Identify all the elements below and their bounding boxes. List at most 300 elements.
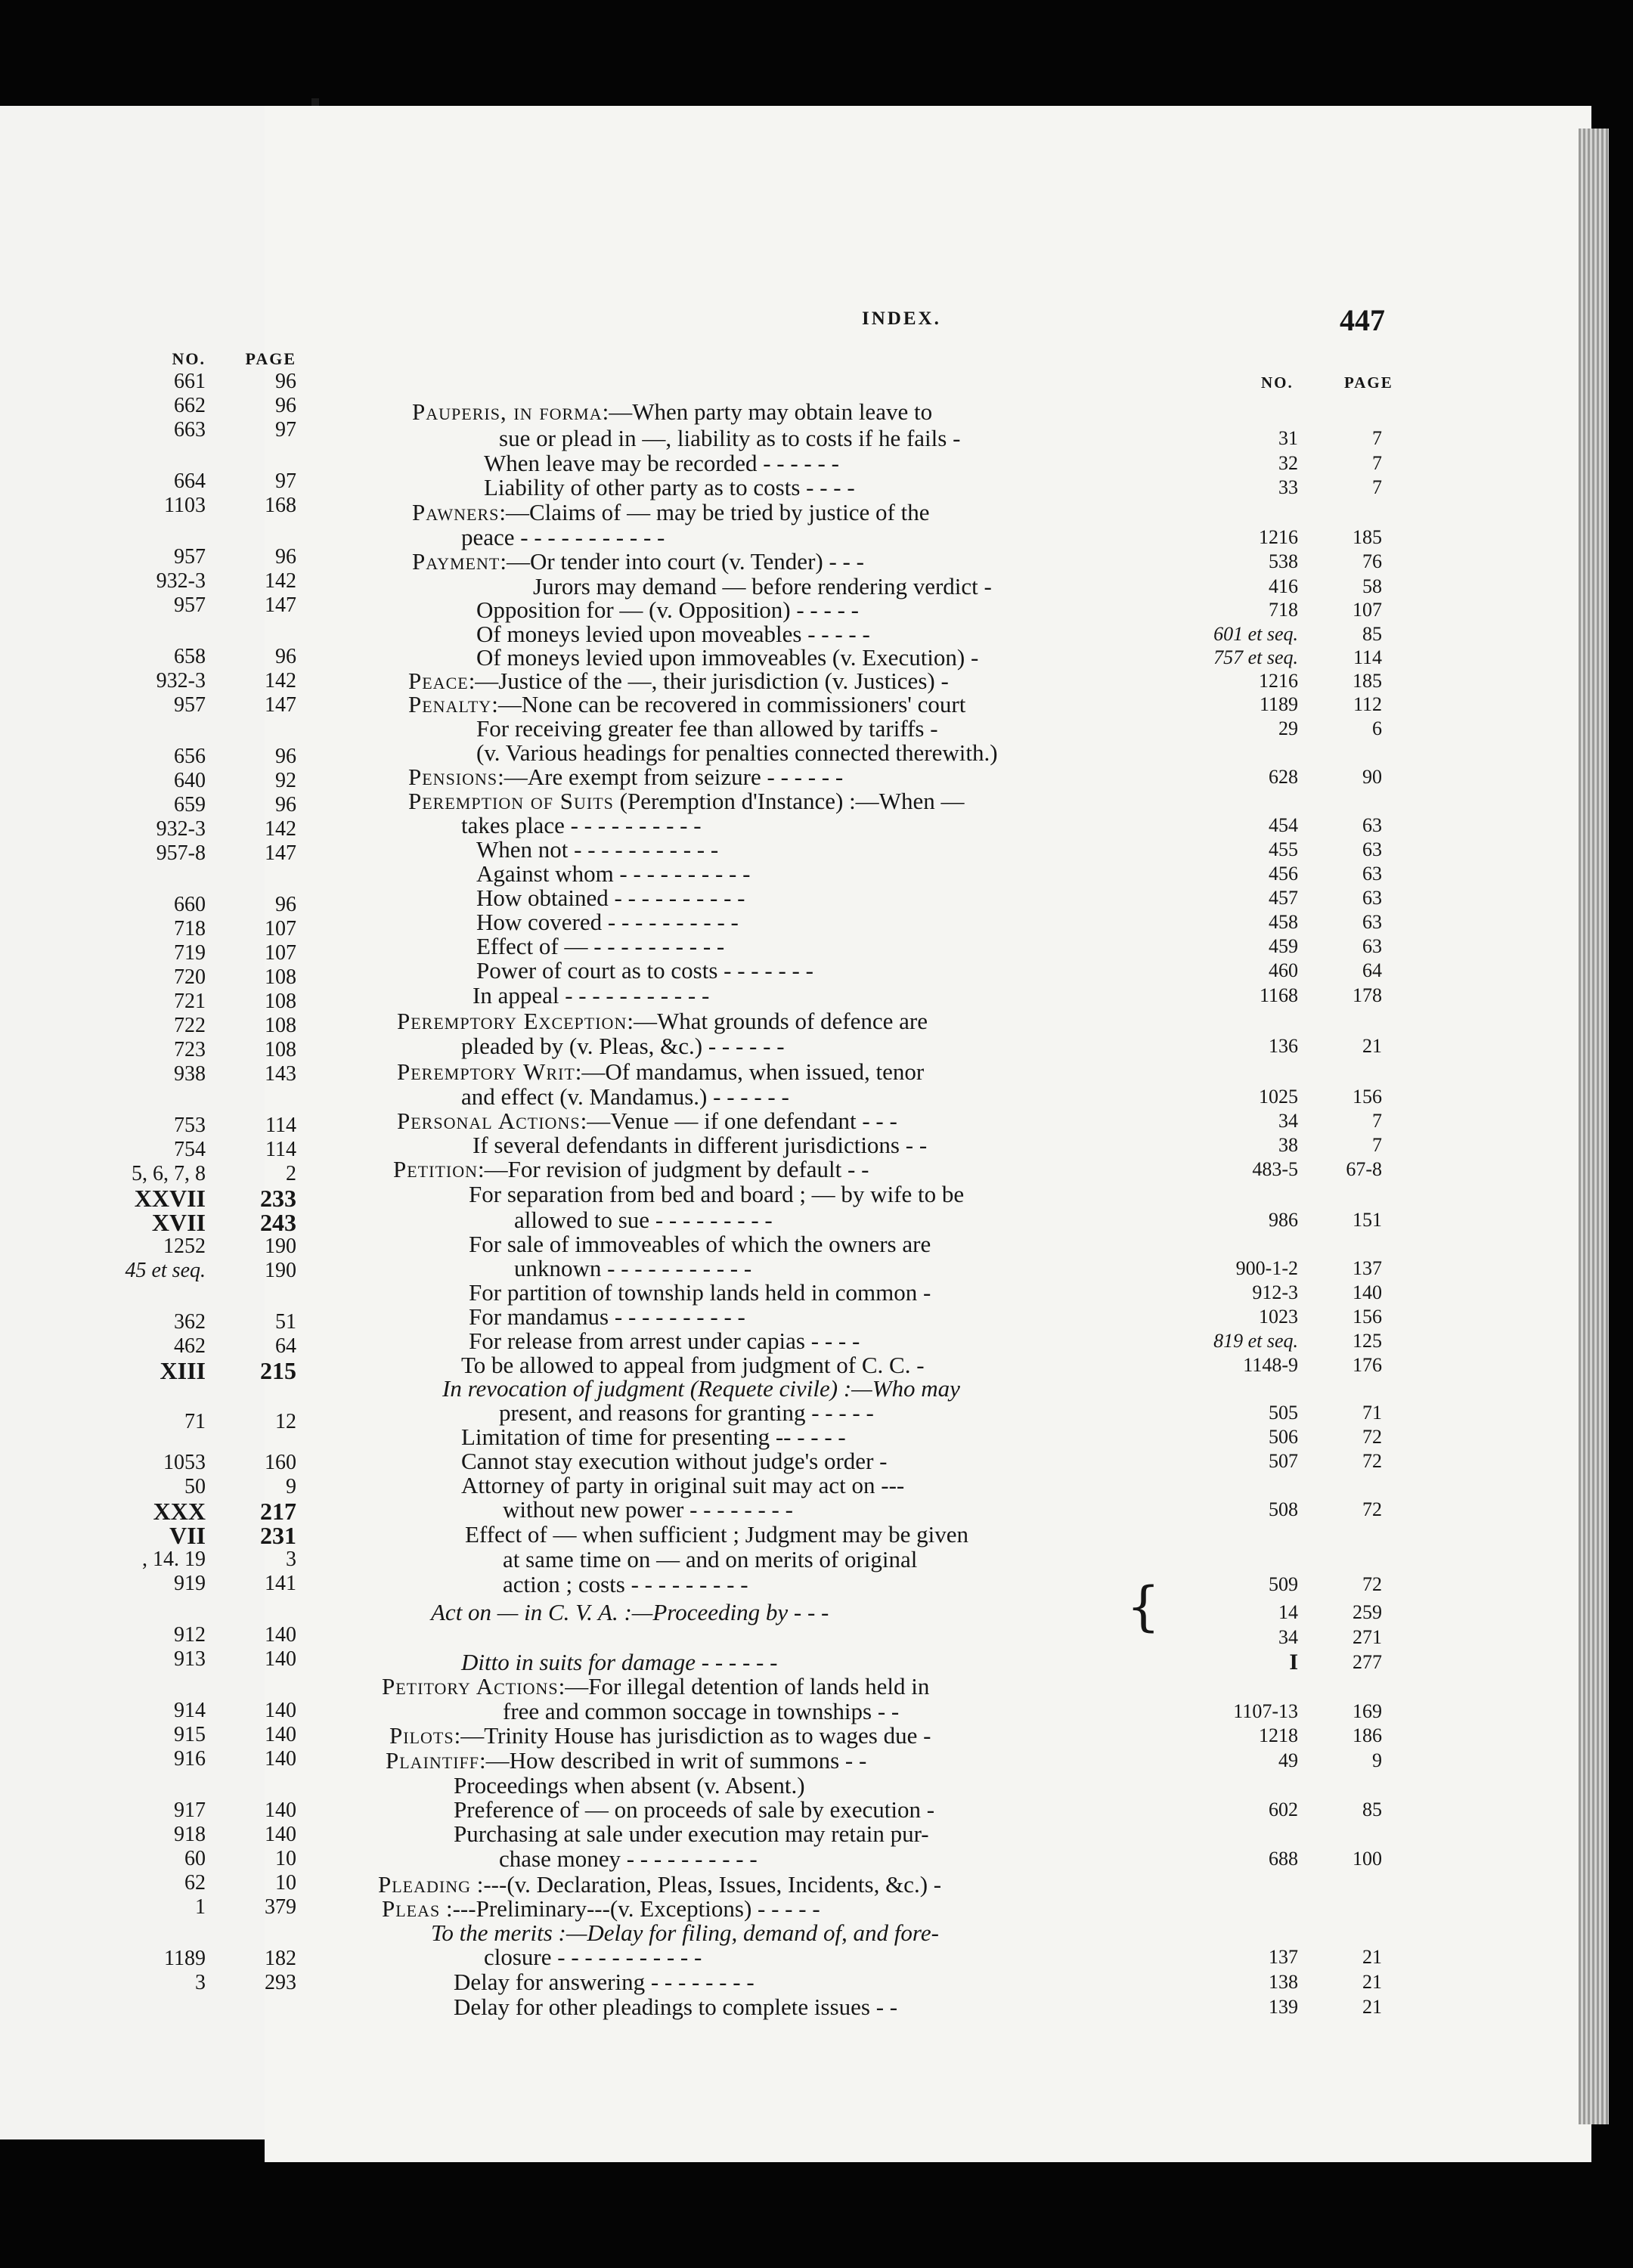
entry-page: 140	[1353, 1281, 1382, 1303]
index-entry	[0, 549, 1633, 575]
entry-text	[454, 1969, 755, 1995]
entry-page: 125	[1353, 1330, 1382, 1352]
entry-body: Attorney of party in original suit may act on ---	[461, 1472, 905, 1498]
index-entry	[0, 1108, 1633, 1134]
left-row-page: 140	[265, 1799, 296, 1822]
entry-body: (Peremption d'Instance) :—When —	[613, 788, 965, 814]
left-row-page: 2	[286, 1162, 296, 1185]
entry-text	[461, 525, 665, 550]
index-entry	[0, 1400, 1633, 1426]
entry-body: For separation from bed and board ; — by wife to be	[469, 1181, 965, 1207]
entry-body: action ; costs - - - - - - - - -	[503, 1571, 748, 1597]
entry-page: 186	[1353, 1724, 1382, 1746]
entry-page: 90	[1362, 766, 1382, 788]
entry-body: takes place - - - - - - - - - -	[461, 812, 702, 838]
index-entry	[0, 426, 1633, 451]
entry-body: chase money - - - - - - - - - -	[499, 1845, 758, 1872]
left-row-number: 718	[174, 917, 206, 940]
left-row-page: 51	[275, 1310, 296, 1334]
entry-heading: Peremption of Suits	[408, 788, 614, 814]
left-row-page: 143	[265, 1062, 296, 1086]
left-row-number: 917	[174, 1799, 206, 1822]
entry-number: 538	[1269, 550, 1298, 572]
entry-number: 29	[1278, 717, 1298, 739]
entry-page: 7	[1372, 1110, 1382, 1132]
entry-body: and effect (v. Mandamus.) - - - - - -	[461, 1083, 789, 1110]
left-row-number: 662	[174, 394, 206, 417]
left-row-page: 147	[265, 593, 296, 617]
entry-text	[503, 1547, 917, 1572]
left-column-header	[0, 348, 311, 370]
entry-page: 63	[1362, 935, 1382, 957]
left-row-page: 107	[265, 941, 296, 965]
entry-text	[382, 1674, 929, 1699]
entry-text	[476, 597, 859, 623]
index-entry	[0, 597, 1633, 623]
left-row-number: 916	[174, 1747, 206, 1771]
entry-body: Delay for other pleadings to complete issues - -	[454, 1994, 898, 2020]
entry-body: When not - - - - - - - - - - -	[476, 836, 719, 863]
index-entry	[0, 1994, 1633, 2020]
entry-text	[454, 1994, 897, 2020]
entry-page: 7	[1372, 476, 1382, 498]
left-row-page: 140	[265, 1699, 296, 1722]
index-entry	[0, 1748, 1633, 1774]
index-entry	[0, 1821, 1633, 1847]
entry-text	[461, 1084, 789, 1110]
index-entry	[0, 1033, 1633, 1059]
entry-body: For receiving greater fee than allowed by tariffs -	[476, 715, 938, 742]
entry-body: without new power - - - - - - - -	[503, 1496, 793, 1523]
left-row-number: 462	[174, 1334, 206, 1358]
left-row-number: 71	[184, 1410, 206, 1433]
index-entry	[0, 1132, 1633, 1158]
page-number: 447	[1340, 303, 1385, 337]
entry-page: 114	[1353, 646, 1382, 668]
running-title: INDEX.	[862, 308, 941, 329]
entry-body: sue or plead in —, liability as to costs if he fails -	[499, 425, 961, 451]
index-entry	[0, 1969, 1633, 1995]
column-header-page: PAGE	[1344, 373, 1393, 392]
entry-page: 21	[1362, 1971, 1382, 1993]
entry-number: 33	[1278, 476, 1298, 498]
left-row-page: 96	[275, 793, 296, 816]
index-entry	[0, 475, 1633, 500]
index-entry	[0, 645, 1633, 671]
index-entry	[0, 1699, 1633, 1724]
entry-body: Liability of other party as to costs - - - -	[484, 474, 855, 500]
entry-text	[499, 1400, 874, 1426]
index-entry	[0, 1497, 1633, 1523]
left-row-page: 140	[265, 1647, 296, 1671]
entry-body: :—When party may obtain leave to	[602, 398, 933, 425]
entry-text	[476, 934, 724, 959]
entry-page: 63	[1362, 863, 1382, 885]
entry-body: free and common soccage in townships - -	[503, 1698, 900, 1724]
entry-page: 85	[1362, 1799, 1382, 1820]
entry-page: 107	[1353, 599, 1382, 621]
index-entry	[0, 1896, 1633, 1922]
index-entry	[0, 861, 1633, 887]
index-entry	[0, 1059, 1633, 1085]
index-entry	[0, 500, 1633, 525]
index-entry	[0, 1256, 1633, 1281]
entry-body: :—None can be recovered in commissioners' court	[491, 691, 966, 717]
index-entry	[0, 740, 1633, 766]
left-row-page: 96	[275, 893, 296, 916]
left-row-number: 661	[174, 370, 206, 393]
entry-text	[461, 1352, 925, 1378]
left-no-header: NO.	[172, 349, 206, 368]
entry-body: Jurors may demand — before rendering verdict -	[533, 573, 992, 600]
entry-page: 259	[1353, 1601, 1382, 1623]
entry-number: 459	[1269, 935, 1298, 957]
index-entry	[0, 1797, 1633, 1823]
left-row-number: , 14. 19	[142, 1548, 206, 1571]
entry-text	[533, 574, 992, 600]
entry-heading: Plaintiff	[386, 1747, 480, 1774]
entry-body: :—How described in writ of summons - -	[479, 1747, 867, 1774]
entry-page: 72	[1362, 1573, 1382, 1595]
left-index-row	[0, 370, 311, 393]
entry-number: 31	[1278, 427, 1298, 449]
entry-body: :—Claims of — may be tried by justice of the	[499, 499, 930, 525]
left-row-page: 114	[265, 1114, 296, 1137]
index-entry	[0, 668, 1633, 694]
entry-number: 38	[1278, 1134, 1298, 1156]
entry-body: :—Or tender into court (v. Tender) - - -	[500, 548, 864, 575]
left-row-number: 1053	[163, 1451, 206, 1474]
left-row-number: 1252	[163, 1235, 206, 1258]
index-entry	[0, 1448, 1633, 1474]
entry-body: Limitation of time for presenting -- - - - -	[461, 1424, 846, 1450]
left-row-number: 719	[174, 941, 206, 965]
index-entry	[0, 1376, 1633, 1402]
entry-heading: Personal Actions	[397, 1108, 581, 1134]
entry-page: 76	[1362, 550, 1382, 572]
index-entry	[0, 813, 1633, 838]
left-row-page: 190	[265, 1235, 296, 1258]
entry-text	[469, 1232, 931, 1257]
left-row-number: 3	[195, 1971, 206, 1994]
left-row-number: 60	[184, 1847, 206, 1870]
entry-text	[382, 1896, 820, 1922]
entry-text	[476, 716, 938, 742]
entry-text	[454, 1797, 934, 1823]
entry-body: How obtained - - - - - - - - - -	[476, 885, 745, 911]
index-entry	[0, 1647, 1633, 1675]
left-row-page: 96	[275, 370, 296, 393]
entry-body: Act on — in C. V. A. :—Proceeding by - - -	[431, 1599, 829, 1625]
entry-body: Preference of — on proceeds of sale by execution -	[454, 1796, 935, 1823]
entry-page: 156	[1353, 1086, 1382, 1108]
entry-text	[476, 740, 998, 766]
index-entry	[0, 1723, 1633, 1749]
entry-text	[461, 1650, 777, 1675]
entry-text	[461, 1424, 846, 1450]
left-row-page: 108	[265, 965, 296, 989]
index-entry	[0, 1846, 1633, 1872]
entry-page: 58	[1362, 575, 1382, 597]
entry-number: 483-5	[1252, 1158, 1298, 1180]
index-entry	[0, 1473, 1633, 1498]
entry-text	[454, 1821, 929, 1847]
left-row-number: 1	[195, 1895, 206, 1919]
entry-body: Proceedings when absent (v. Absent.)	[454, 1772, 805, 1799]
left-page-header: PAGE	[245, 349, 296, 368]
entry-text	[431, 1920, 939, 1946]
left-row-number: 5, 6, 7, 8	[132, 1162, 206, 1185]
entry-number: 32	[1278, 452, 1298, 474]
entry-text	[408, 764, 843, 790]
entry-body: Opposition for — (v. Opposition) - - - - -	[476, 596, 859, 623]
entry-number: 1025	[1259, 1086, 1298, 1108]
left-row-number: 919	[174, 1572, 206, 1595]
entry-text	[461, 1473, 904, 1498]
entry-page: 72	[1362, 1426, 1382, 1448]
entry-page: 64	[1362, 959, 1382, 981]
entry-page: 7	[1372, 452, 1382, 474]
index-entry	[0, 692, 1633, 717]
left-row-page: 142	[265, 817, 296, 841]
entry-number: 137	[1269, 1946, 1298, 1968]
entry-number: 602	[1269, 1799, 1298, 1820]
entry-page: 63	[1362, 887, 1382, 909]
entry-body: Purchasing at sale under execution may retain pur-	[454, 1820, 929, 1847]
entry-body: Effect of — when sufficient ; Judgment may be given	[465, 1521, 969, 1548]
entry-body: :—For revision of judgment by default - -	[477, 1156, 869, 1182]
left-row-number: 722	[174, 1014, 206, 1037]
index-entry	[0, 1157, 1633, 1182]
left-row-page: 108	[265, 990, 296, 1013]
left-row-number: 723	[174, 1038, 206, 1061]
entry-body: Cannot stay execution without judge's order -	[461, 1448, 888, 1474]
index-entry	[0, 1547, 1633, 1572]
entry-page: 71	[1362, 1402, 1382, 1424]
left-row-page: 140	[265, 1823, 296, 1846]
left-row-number: XIII	[160, 1357, 206, 1384]
entry-heading: Pensions	[408, 764, 498, 790]
left-row-number: 957	[174, 693, 206, 717]
index-entry	[0, 764, 1633, 790]
index-entry	[0, 1872, 1633, 1898]
left-row-number: 721	[174, 990, 206, 1013]
entry-text	[499, 1846, 758, 1872]
left-row-number: 913	[174, 1647, 206, 1671]
index-entry	[0, 451, 1633, 476]
index-entry	[0, 1920, 1633, 1946]
entry-body: For release from arrest under capias - - - -	[469, 1328, 860, 1354]
left-row-page: 293	[265, 1971, 296, 1994]
entry-body: In revocation of judgment (Requete civile) :—Who may	[442, 1375, 960, 1402]
entry-number: 49	[1278, 1749, 1298, 1771]
index-entry	[0, 1572, 1633, 1597]
column-header-no: NO.	[1261, 373, 1294, 392]
entry-heading: Peremptory Writ	[397, 1058, 575, 1085]
left-row-page: 108	[265, 1014, 296, 1037]
index-entry	[0, 1328, 1633, 1354]
index-entry	[0, 885, 1633, 911]
entry-text	[499, 426, 960, 451]
left-row-page: 10	[275, 1847, 296, 1870]
left-row-page: 215	[260, 1357, 296, 1384]
entry-heading: Petition	[393, 1156, 478, 1182]
entry-page: 7	[1372, 427, 1382, 449]
entry-page: 63	[1362, 838, 1382, 860]
left-row-number: 720	[174, 965, 206, 989]
entry-text	[469, 1304, 745, 1330]
entry-number: 1218	[1259, 1724, 1298, 1746]
entry-body: Ditto in suits for damage - - - - - -	[461, 1649, 778, 1675]
entry-number: 34	[1278, 1110, 1298, 1132]
entry-text	[454, 1773, 805, 1799]
entry-text	[476, 909, 739, 935]
left-row-number: 663	[174, 418, 206, 442]
entry-page: 85	[1362, 623, 1382, 645]
entry-page: 72	[1362, 1450, 1382, 1472]
entry-body: :---(v. Declaration, Pleas, Issues, Incidents, &c.) -	[471, 1871, 942, 1898]
index-entry	[0, 621, 1633, 647]
entry-number: 506	[1269, 1426, 1298, 1448]
entry-page: 271	[1353, 1626, 1382, 1648]
index-entry	[0, 1424, 1633, 1450]
index-entry	[0, 716, 1633, 742]
index-entry	[0, 1182, 1633, 1207]
index-entry	[0, 399, 1633, 425]
entry-number: I	[1289, 1650, 1298, 1675]
entry-text	[397, 1108, 897, 1134]
entry-number: 456	[1269, 863, 1298, 885]
entry-text	[408, 789, 964, 814]
entry-page: 185	[1353, 670, 1382, 692]
entry-number: 138	[1269, 1971, 1298, 1993]
entry-text	[484, 1944, 702, 1970]
index-entry	[0, 983, 1633, 1009]
entry-number: 14	[1278, 1601, 1298, 1623]
entry-body: Power of court as to costs - - - - - - -	[476, 957, 813, 984]
entry-number: 507	[1269, 1450, 1298, 1472]
left-row-number: 918	[174, 1823, 206, 1846]
entry-text	[473, 1132, 927, 1158]
left-row-number: 664	[174, 469, 206, 493]
entry-body: If several defendants in different jurisdictions - -	[473, 1132, 928, 1158]
entry-body: How covered - - - - - - - - - -	[476, 909, 739, 935]
left-row-number: 658	[174, 645, 206, 668]
entry-text	[476, 621, 870, 647]
entry-number: 454	[1269, 814, 1298, 836]
entry-text	[397, 1009, 928, 1034]
entry-number: 455	[1269, 838, 1298, 860]
entry-text	[461, 1033, 785, 1059]
left-row-page: 142	[265, 569, 296, 593]
entry-number: 1023	[1259, 1306, 1298, 1328]
left-row-number: VII	[169, 1522, 206, 1549]
entry-heading: Petitory Actions	[382, 1673, 559, 1699]
entry-body: Delay for answering - - - - - - - -	[454, 1969, 755, 1995]
entry-text	[469, 1328, 860, 1354]
entry-page: 185	[1353, 526, 1382, 548]
entry-page: 169	[1353, 1700, 1382, 1722]
left-row-number: 1103	[164, 494, 206, 517]
entry-heading: Penalty	[408, 691, 492, 717]
entry-text	[386, 1748, 866, 1774]
left-row-number: 659	[174, 793, 206, 816]
entry-page: 67-8	[1346, 1158, 1382, 1180]
entry-number: 1107-13	[1233, 1700, 1298, 1722]
left-row-number: 45 et seq.	[125, 1259, 206, 1282]
entry-page: 9	[1372, 1749, 1382, 1771]
left-row-page: 142	[265, 669, 296, 692]
entry-number: 34	[1278, 1626, 1298, 1648]
brace-mark: {	[1126, 1576, 1160, 1637]
index-entry	[0, 1625, 1633, 1650]
left-row-number: 660	[174, 893, 206, 916]
entry-page: 151	[1353, 1209, 1382, 1231]
entry-number: 1216	[1259, 526, 1298, 548]
entry-heading: Peace	[408, 668, 469, 694]
left-row-page: 10	[275, 1871, 296, 1895]
entry-heading: Pauperis, in forma	[412, 398, 603, 425]
left-row-page: 12	[275, 1410, 296, 1433]
left-row-page: 3	[286, 1548, 296, 1571]
entry-page: 277	[1353, 1651, 1382, 1673]
left-row-number: 1189	[164, 1947, 206, 1970]
entry-text	[431, 1600, 829, 1625]
index-entry	[0, 574, 1633, 600]
entry-number: 508	[1269, 1498, 1298, 1520]
entry-text	[476, 645, 978, 671]
entry-body: When leave may be recorded - - - - - -	[484, 450, 839, 476]
left-row-number: 50	[184, 1475, 206, 1498]
left-row-page: 168	[265, 494, 296, 517]
entry-text	[461, 813, 702, 838]
entry-heading: Pawners	[412, 499, 500, 525]
left-row-page: 97	[275, 418, 296, 442]
entry-body: allowed to sue - - - - - - - - -	[514, 1207, 773, 1233]
entry-body: :—Are exempt from seizure - - - - - -	[497, 764, 844, 790]
left-row-number: XVII	[151, 1209, 206, 1236]
entry-number: 457	[1269, 887, 1298, 909]
left-row-page: 96	[275, 645, 296, 668]
entry-text	[484, 475, 855, 500]
index-entry	[0, 1674, 1633, 1699]
entry-number: 139	[1269, 1996, 1298, 2018]
entry-body: :—Of mandamus, when issued, tenor	[575, 1058, 925, 1085]
left-row-number: 932-3	[156, 669, 206, 692]
left-row-number: 957-8	[156, 841, 206, 865]
entry-text	[503, 1497, 793, 1523]
entry-page: 6	[1372, 717, 1382, 739]
left-row-page: 141	[265, 1572, 296, 1595]
entry-page: 7	[1372, 1134, 1382, 1156]
left-row-page: 379	[265, 1895, 296, 1919]
entry-page: 21	[1362, 1946, 1382, 1968]
entry-text	[476, 837, 718, 863]
left-row-page: 96	[275, 394, 296, 417]
index-entry	[0, 1352, 1633, 1378]
entry-body: (v. Various headings for penalties connected therewith.)	[476, 739, 998, 766]
entry-page: 112	[1353, 693, 1382, 715]
left-row-number: 362	[174, 1310, 206, 1334]
left-row-page: 64	[275, 1334, 296, 1358]
entry-text	[412, 399, 932, 425]
entry-text	[473, 983, 709, 1009]
index-entry	[0, 1600, 1633, 1625]
left-row-page: 96	[275, 545, 296, 569]
left-row-number: 957	[174, 593, 206, 617]
entry-text	[514, 1207, 773, 1233]
entry-number: 1148-9	[1243, 1354, 1298, 1376]
